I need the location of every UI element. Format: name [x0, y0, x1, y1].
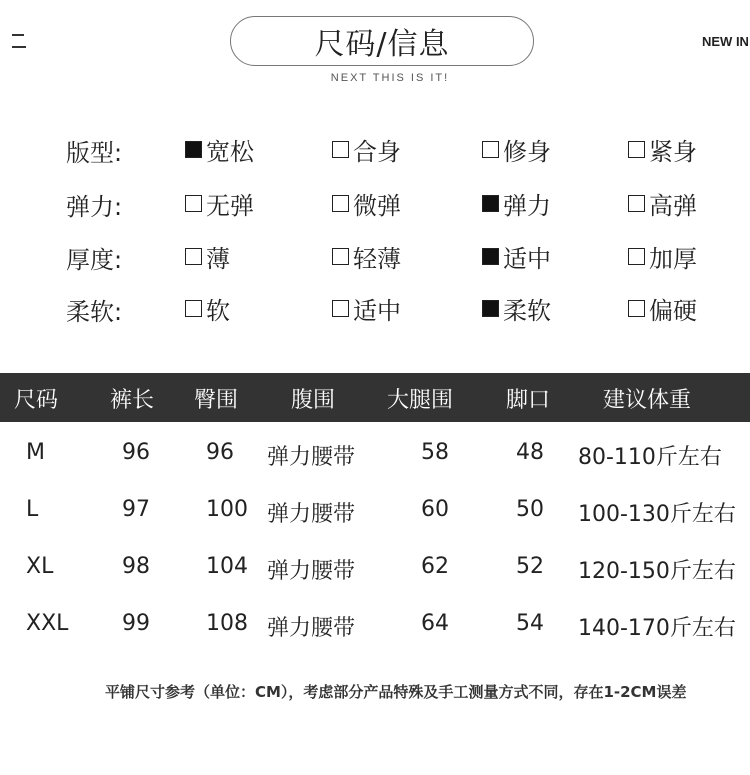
- option-label: 修身: [503, 137, 551, 166]
- column-header: 脚口: [506, 388, 551, 413]
- checkbox-empty-icon: [332, 300, 349, 317]
- measurement-note: 平铺尺寸参考（单位：CM），考虑部分产品特殊及手工测量方式不同，存在1-2CM误差: [105, 683, 687, 701]
- option-label: 微弹: [353, 191, 401, 220]
- table-cell: 80-110斤左右: [578, 445, 722, 470]
- menu-icon: [12, 34, 28, 50]
- table-cell: 100-130斤左右: [578, 502, 736, 527]
- table-cell: 弹力腰带: [267, 502, 356, 527]
- checkbox-empty-icon: [185, 248, 202, 265]
- table-cell: 96: [206, 440, 234, 465]
- corner-text: NEW IN: [702, 34, 749, 49]
- option-label: 合身: [353, 137, 401, 166]
- table-cell: L: [26, 497, 39, 522]
- attr-label: 弹力:: [66, 193, 123, 221]
- option-checkbox: [185, 292, 230, 324]
- attr-label: 柔软:: [66, 298, 123, 326]
- option-label: 宽松: [206, 137, 254, 166]
- option-checkbox: [628, 133, 697, 165]
- checkbox-empty-icon: [482, 141, 499, 158]
- option-checkbox: [185, 133, 254, 165]
- checkbox-empty-icon: [332, 141, 349, 158]
- table-cell: 99: [122, 611, 150, 636]
- option-checkbox: [482, 187, 551, 219]
- option-label: 高弹: [649, 191, 697, 220]
- option-checkbox: [628, 187, 697, 219]
- checkbox-empty-icon: [628, 195, 645, 212]
- option-checkbox: [185, 187, 254, 219]
- option-label: 无弹: [206, 191, 254, 220]
- table-cell: 弹力腰带: [267, 616, 356, 641]
- table-cell: 97: [122, 497, 150, 522]
- checkbox-empty-icon: [628, 300, 645, 317]
- option-checkbox: [628, 240, 697, 272]
- checkbox-empty-icon: [628, 141, 645, 158]
- table-cell: 54: [516, 611, 544, 636]
- table-cell: 50: [516, 497, 544, 522]
- option-checkbox: [628, 292, 697, 324]
- table-cell: XXL: [26, 611, 69, 636]
- column-header: 裤长: [110, 388, 155, 413]
- option-label: 加厚: [649, 244, 697, 273]
- checkbox-empty-icon: [185, 195, 202, 212]
- table-row: [0, 554, 750, 594]
- option-checkbox: [482, 292, 551, 324]
- option-label: 弹力: [503, 191, 551, 220]
- option-checkbox: [482, 133, 551, 165]
- table-cell: XL: [26, 554, 54, 579]
- option-checkbox: [185, 240, 230, 272]
- column-header: 腹围: [291, 388, 336, 413]
- table-cell: 弹力腰带: [267, 445, 356, 470]
- checkbox-empty-icon: [332, 195, 349, 212]
- attr-label: 厚度:: [66, 246, 123, 274]
- table-cell: 弹力腰带: [267, 559, 356, 584]
- table-cell: 60: [421, 497, 449, 522]
- table-cell: 52: [516, 554, 544, 579]
- checkbox-filled-icon: [482, 248, 499, 265]
- table-cell: 62: [421, 554, 449, 579]
- column-header: 臀围: [194, 388, 239, 413]
- option-label: 柔软: [503, 296, 551, 325]
- attr-row-thickness: [0, 240, 750, 276]
- checkbox-empty-icon: [628, 248, 645, 265]
- checkbox-filled-icon: [482, 300, 499, 317]
- table-cell: M: [26, 440, 45, 465]
- attr-row-softness: [0, 292, 750, 328]
- table-cell: 48: [516, 440, 544, 465]
- table-cell: 96: [122, 440, 150, 465]
- table-row: [0, 611, 750, 651]
- option-checkbox: [332, 240, 401, 272]
- option-checkbox: [332, 133, 401, 165]
- table-row: [0, 440, 750, 480]
- column-header: 大腿围: [387, 388, 454, 413]
- column-header: 尺码: [14, 388, 59, 413]
- option-checkbox: [332, 187, 401, 219]
- attr-row-elasticity: [0, 187, 750, 223]
- option-label: 软: [206, 296, 230, 325]
- option-label: 紧身: [649, 137, 697, 166]
- table-cell: 64: [421, 611, 449, 636]
- page-title-text: 尺码/信息: [314, 27, 450, 62]
- table-cell: 120-150斤左右: [578, 559, 736, 584]
- attr-row-fit: [0, 133, 750, 169]
- option-label: 轻薄: [353, 244, 401, 273]
- page-title: [230, 16, 534, 66]
- option-checkbox: [332, 292, 401, 324]
- attr-label: 版型:: [66, 139, 123, 167]
- option-label: 适中: [353, 296, 401, 325]
- table-cell: 98: [122, 554, 150, 579]
- option-label: 薄: [206, 244, 230, 273]
- table-cell: 108: [206, 611, 248, 636]
- table-cell: 58: [421, 440, 449, 465]
- checkbox-empty-icon: [185, 300, 202, 317]
- checkbox-filled-icon: [482, 195, 499, 212]
- option-label: 适中: [503, 244, 551, 273]
- column-header: 建议体重: [603, 388, 692, 413]
- table-row: [0, 497, 750, 537]
- table-cell: 100: [206, 497, 248, 522]
- table-cell: 140-170斤左右: [578, 616, 736, 641]
- option-checkbox: [482, 240, 551, 272]
- checkbox-empty-icon: [332, 248, 349, 265]
- option-label: 偏硬: [649, 296, 697, 325]
- size-table-header: [0, 373, 750, 422]
- table-cell: 104: [206, 554, 248, 579]
- checkbox-filled-icon: [185, 141, 202, 158]
- subtitle: NEXT THIS IS IT!: [330, 72, 450, 84]
